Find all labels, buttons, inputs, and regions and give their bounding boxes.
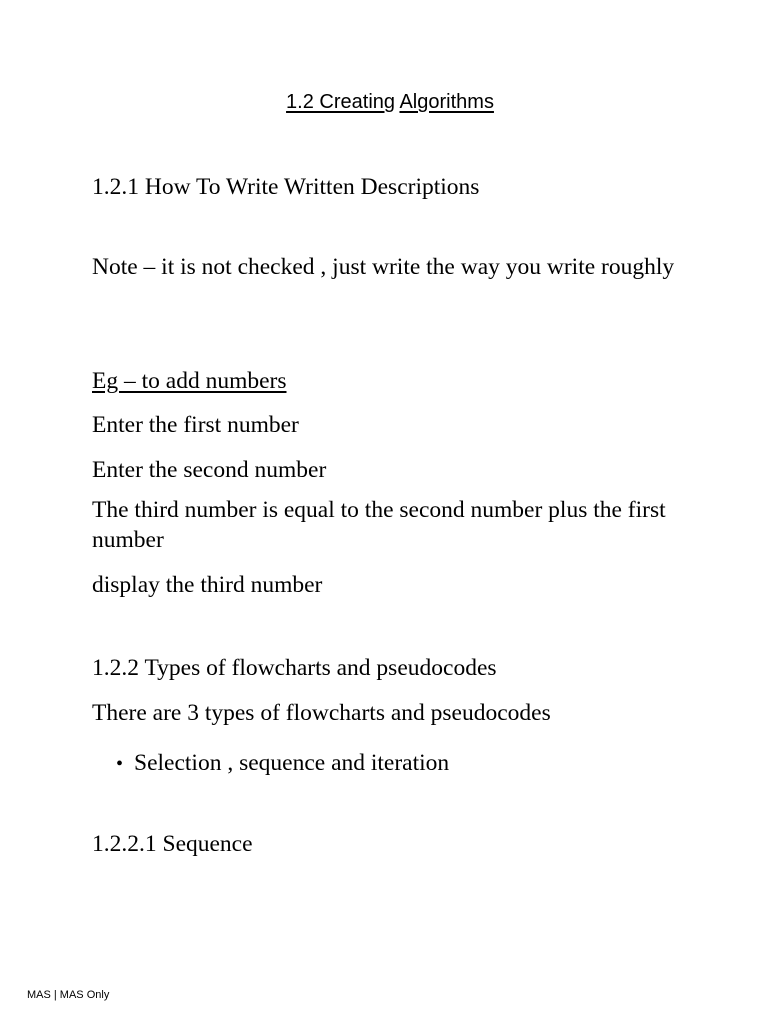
example-step-2: Enter the second number [92,457,327,483]
section-122-text: There are 3 types of flowcharts and pseudocodes [92,700,551,726]
section-122-heading: 1.2.2 Types of flowcharts and pseudocodes [92,655,497,681]
footer-label: MAS | MAS Only [27,989,110,1001]
example-step-1: Enter the first number [92,412,299,438]
page-title-part2: Algorithms [399,91,494,113]
page-title [0,88,768,116]
bullet-marker: • [116,753,124,775]
note-paragraph: Note – it is not checked , just write the way you write roughly [92,254,675,280]
example-heading: Eg – to add numbers [92,368,287,394]
example-step-4: display the third number [92,572,323,598]
section-1221-heading: 1.2.2.1 Sequence [92,831,253,857]
page-title-part1: 1.2 Creating [286,91,396,113]
section-121-heading: 1.2.1 How To Write Written Descriptions [92,174,480,200]
example-step-3: The third number is equal to the second number plus the first number [92,497,666,553]
bullet-item-text: Selection , sequence and iteration [134,750,450,776]
bullet-list-item [116,748,449,779]
